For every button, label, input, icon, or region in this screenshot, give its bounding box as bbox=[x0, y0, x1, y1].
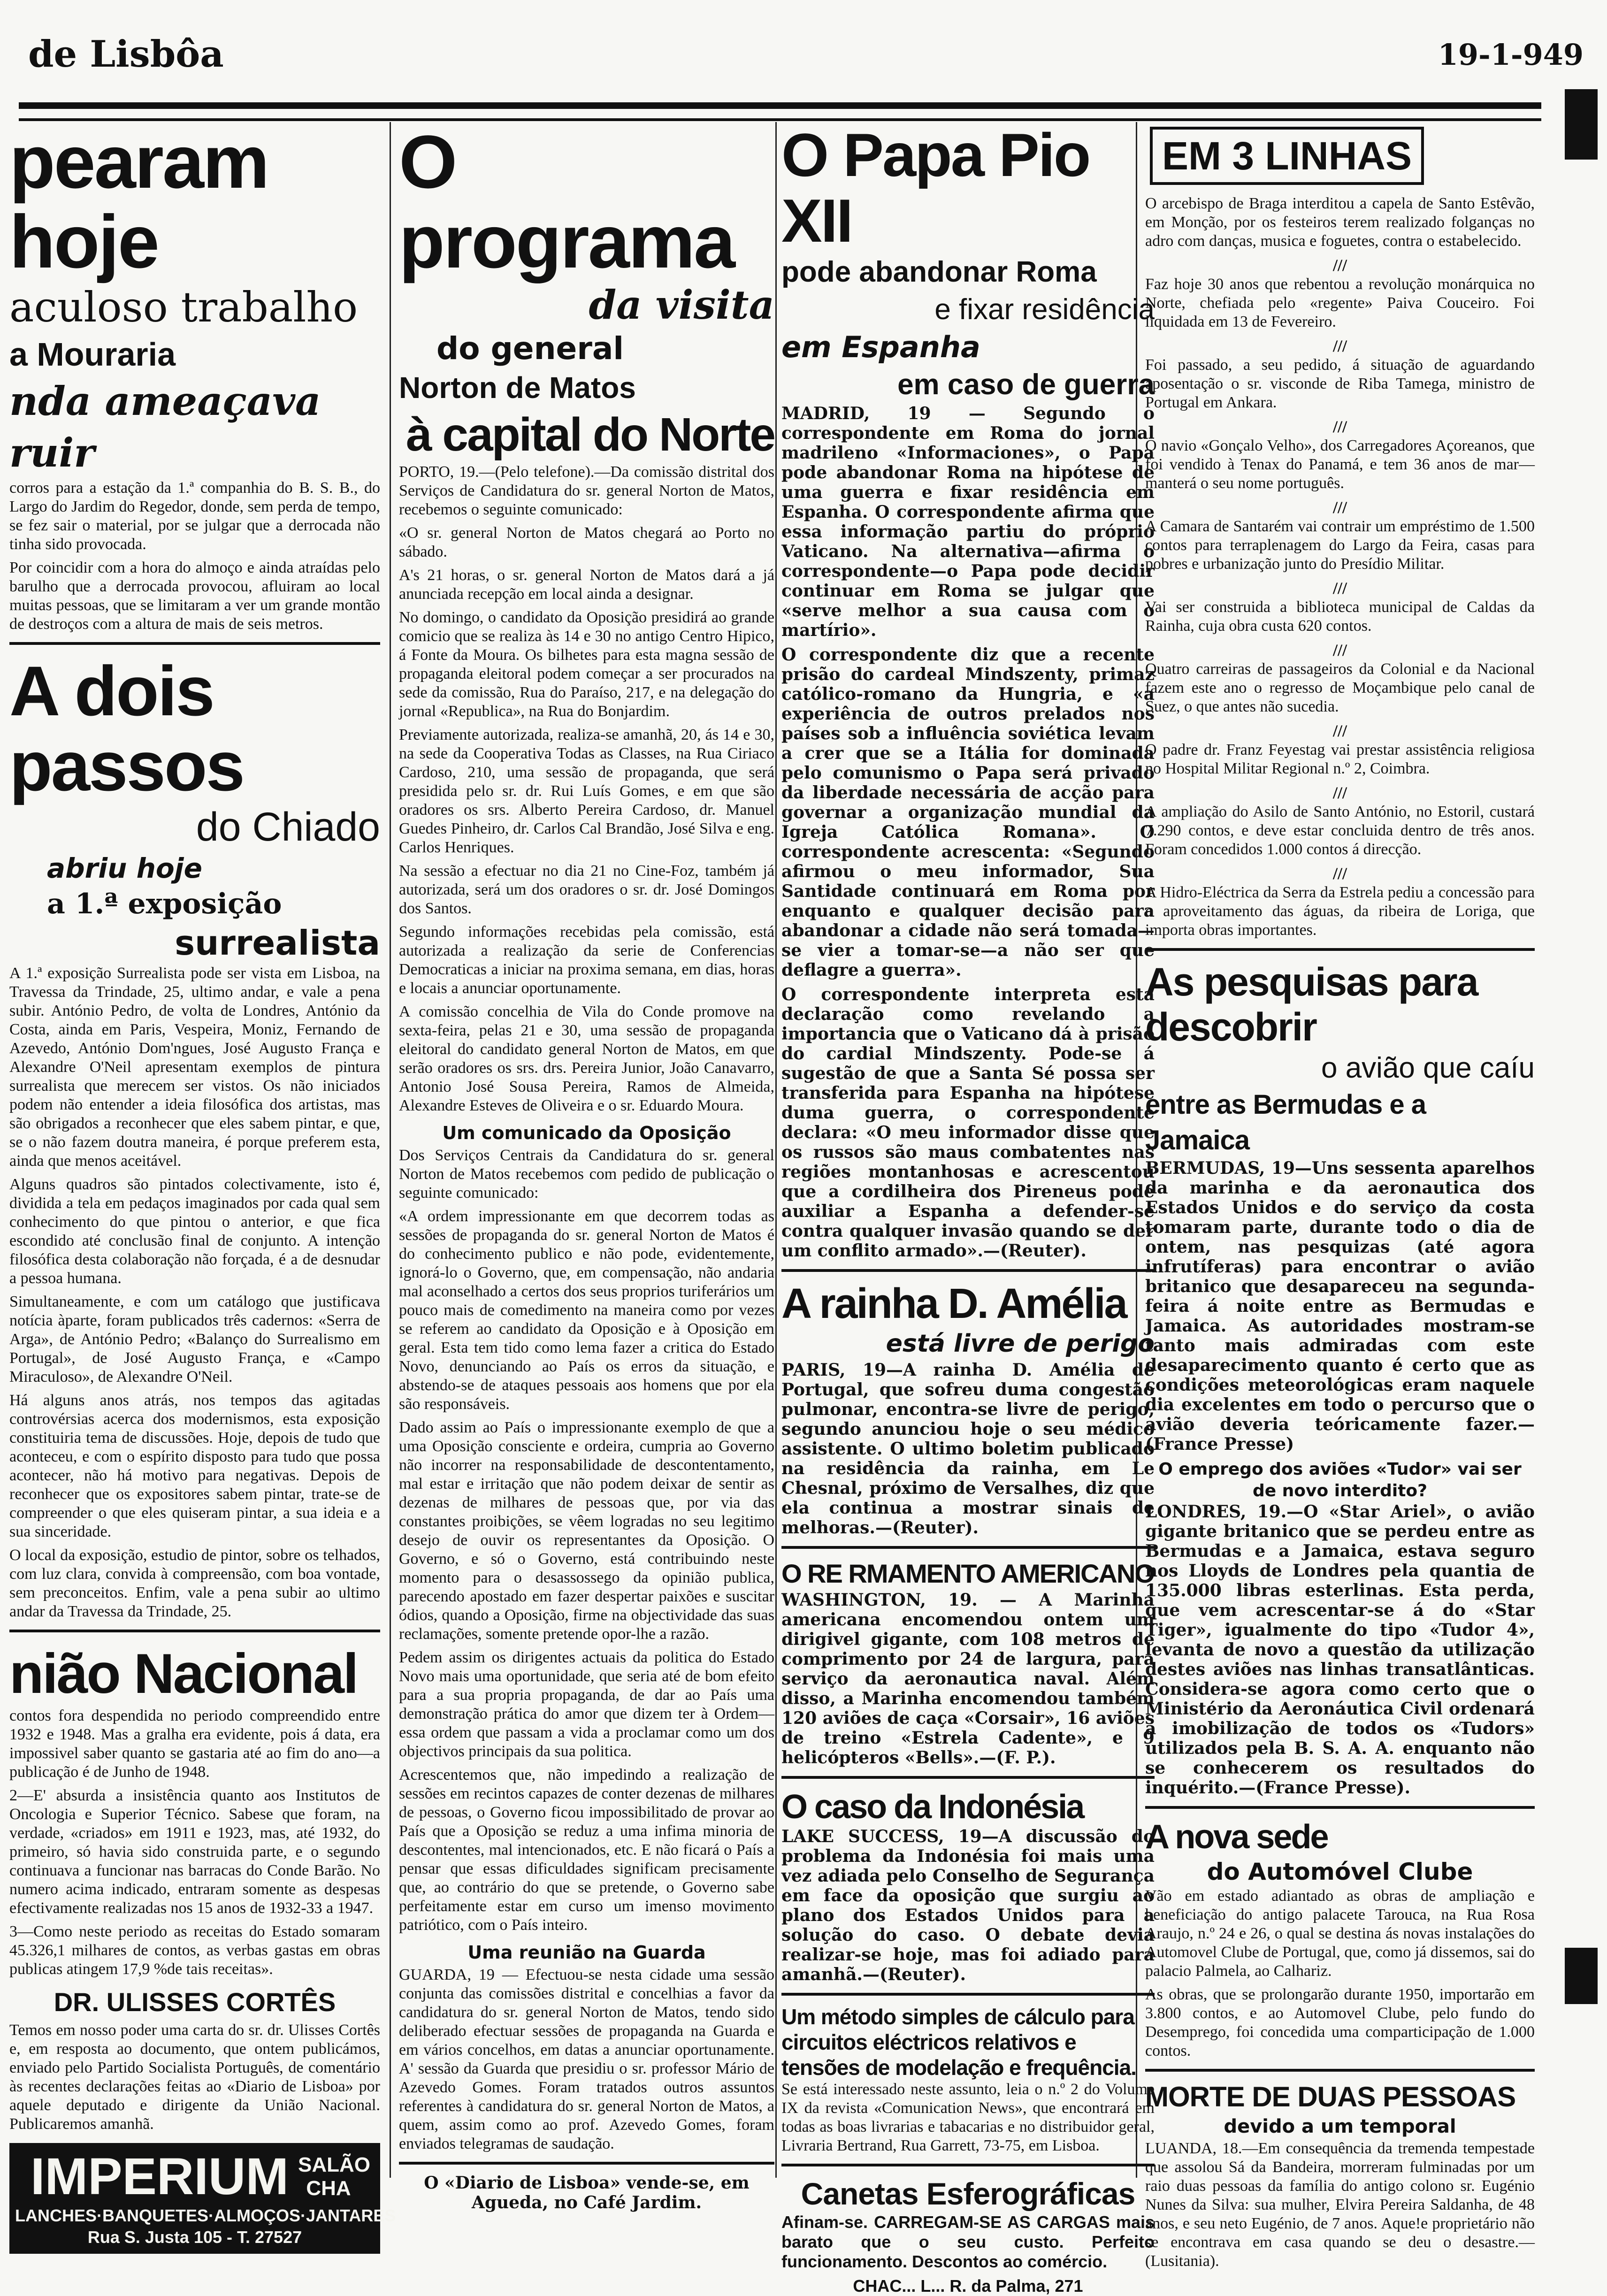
headline: A nova sede bbox=[1145, 1818, 1328, 1856]
brief-item: O padre dr. Franz Feyestag vai prestar assistência religiosa no Hospital Militar Regional n.º 2, Coimbra. bbox=[1145, 741, 1535, 777]
brief-item: O arcebispo de Braga interditou a capela de Santo Estêvão, em Monção, por os festeiros terem realizado folganças no adro com danças, musica e foguetes, contra o estabelecido. bbox=[1145, 195, 1535, 250]
brief-item: A Hidro-Eléctrica da Serra da Estrela pediu a concessão para o aproveitamento das águas, da ribeira de Loriga, que importa obras importantes. bbox=[1145, 884, 1535, 939]
brief-item: Faz hoje 30 anos que rebentou a revolução monárquica no Norte, chefiada pelo «regente» Paiva Couceiro. Foi liquidada em 13 de Fevereiro. bbox=[1145, 276, 1535, 330]
article-body: O correspondente diz que a recente prisão do cardeal Mindszenty, primaz católico-romano da Hungria, e «a experiência de outros prelados nos países sob a influência soviética levam a crer que se a Itália for dominada pelo comunismo o Papa será privado da liberdade necessária de acção para governar a organização mundial da Igreja Católica Romana». O correspondente acrescenta: «Segundo afirmou o meu informador, Sua Santidade continuará em Roma por enquanto e qualquer decisão para abandonar a cidade não será tomada—se vier a tomar-se—a não ser que deflagre a guerra». bbox=[781, 645, 1155, 980]
article-body: Na sessão a efectuar no dia 21 no Cine-Foz, também já autorizada, será um dos oradores o sr. dr. José Domingos dos Santos. bbox=[399, 862, 774, 917]
headline: A dois passos bbox=[9, 651, 244, 805]
headline-line-2: do Automóvel Clube bbox=[1207, 1858, 1473, 1885]
column-2 bbox=[399, 120, 774, 2212]
article-body: Simultaneamente, e com um catálogo que justificava notícia àparte, foram publicados três cadernos: «Serra de Arga», de António Pedro; «Balanço do Surrealismo em Portugal», de José Augusto França, e «Campo Miraculoso», de Alexandre O'Neil. bbox=[9, 1293, 380, 1385]
headline: pearam hoje bbox=[9, 120, 268, 283]
article-papa bbox=[781, 122, 1155, 1261]
brief-item: Quatro carreiras de passageiros da Colonial e da Nacional fazem este ano o regresso de Moçambique pelo canal de Suez, o que antes não sucedia. bbox=[1145, 660, 1535, 715]
article-body: Pedem assim os dirigentes actuais da politica do Estado Novo mais uma oportunidade, que seria até de bom efeito para a sua propria propaganda, de dar ao País uma demonstração prática do amor que dizem ter à Ordem—essa ordem que passam a vida a proclamar como um dos objectivos principais da sua politica. bbox=[399, 1649, 774, 1760]
brief-separator: /// bbox=[1332, 498, 1347, 517]
headline: DR. ULISSES CORTÊS bbox=[54, 1987, 336, 2017]
brief-item: A ampliação do Asilo de Santo António, no Estoril, custará 7.290 contos, e deve estar concluida dentro de três anos. Foram concedidos 1.000 contos á direcção. bbox=[1145, 803, 1535, 858]
article-body: A's 21 horas, o sr. general Norton de Matos dará a já anunciada recepção em local ainda a designar. bbox=[399, 566, 774, 603]
ad-services: LANCHES·BANQUETES·ALMOÇOS·JANTARES bbox=[15, 2206, 396, 2225]
article-body: A comissão concelhia de Vila do Conde promove na sexta-feira, pelas 21 e 30, uma sessão de propaganda eleitoral do candidato general Norton de Matos, em que serão oradores os srs. drs. Pereira Junior, João Canavarro, Antonio José Sousa Pereira, Ramos de Almeida, Alexandre Esteves de Oliveira e o sr. Eduardo Moura. bbox=[399, 1003, 774, 1114]
headline-line-2: da visita bbox=[589, 282, 774, 328]
headline: O RE RMAMENTO AMERICANO bbox=[781, 1559, 1154, 1588]
column-divider bbox=[775, 122, 777, 2178]
masthead-rule bbox=[19, 102, 1541, 121]
brief-separator: /// bbox=[1332, 256, 1347, 275]
article-indonesia bbox=[781, 1787, 1155, 1984]
brief-item: Foi passado, a seu pedido, á situação de aguardando aposentação o sr. visconde de Riba Tamega, ministro de Portugal em Ankara. bbox=[1145, 356, 1535, 411]
article-rearmamento bbox=[781, 1557, 1155, 1768]
section-rule bbox=[781, 1546, 1155, 1549]
article-morte bbox=[1145, 2080, 1535, 2271]
article-body: Dos Serviços Centrais da Candidatura do sr. general Norton de Matos recebemos com pedido de publicação o seguinte comunicado: bbox=[399, 1147, 774, 1202]
article-body: BERMUDAS, 19—Uns sessenta aparelhos da marinha e da aeronautica dos Estados Unidos e do serviço da costa tomaram parte, durante todo o dia de ontem, nas pesquizas (até agora infrutíferas) para encontrar o avião britanico que desapareceu na segunda-feira á noite entre as Bermudas e Jamaica. As autoridades mostram-se tanto mais admiradas com este desaparecimento quanto é certo que as condições meteorológicas eram naquele dia excelentes em todo o percurso que o avião deveria teóricamente fazer.—(France Presse) bbox=[1145, 1158, 1535, 1454]
headline: O caso da Indonésia bbox=[781, 1788, 1084, 1826]
brief-separator: /// bbox=[1332, 721, 1347, 740]
article-mouraria bbox=[9, 122, 380, 634]
article-body: A 1.ª exposição Surrealista pode ser vista em Lisboa, na Travessa da Trindade, 25, ultimo andar, e vale a pena subir. António Pedro, de volta de Londres, António da Costa, ainda em Paris, Vespeira, Moniz, Fernando de Azevedo, António Dom'ngues, José Augusto França e Alexandre O'Neil apresentam exemplos de pintura surrealista que merecem ser vistos. Os não iniciados podem não entender a ideia filosófica dos artistas, mas são obrigados a reconhecer que eles sabem pintar, e que, se o não fazem doutra maneira, é porque preferem esta, ainda que menos aceitável. bbox=[9, 964, 380, 1170]
headline-line-2: pode abandonar Roma bbox=[781, 256, 1097, 288]
headline-line-2: do Chiado bbox=[196, 804, 380, 850]
sales-notice: O «Diario de Lisboa» vende-se, em Agueda, no Café Jardim. bbox=[424, 2173, 750, 2212]
section-rule bbox=[1145, 1806, 1535, 1809]
ad-brand: IMPERIUM bbox=[31, 2148, 289, 2205]
section-rule bbox=[1145, 2069, 1535, 2072]
section-rule bbox=[781, 1269, 1155, 1272]
headline: MORTE DE DUAS PESSOAS bbox=[1145, 2081, 1516, 2112]
article-body: Temos em nosso poder uma carta do sr. dr. Ulisses Cortês e, em resposta ao documento, que ontem publicámos, enviado pelo Partido Socialista Português, de comentário às recentes declarações feitas ao «Diario de Lisboa» por aquele deputado e dirigente da União Nacional. Publicaremos amanhã. bbox=[9, 2021, 380, 2133]
brief-separator: /// bbox=[1332, 579, 1347, 597]
column-3 bbox=[781, 121, 1155, 2296]
headline-line-3: e fixar residência bbox=[934, 293, 1155, 326]
brief-separator: /// bbox=[1332, 417, 1347, 436]
imperium-advertisement bbox=[9, 2143, 396, 2254]
subheading: O emprego dos aviões «Tudor» vai ser de novo interdito? bbox=[1158, 1460, 1522, 1500]
section-rule bbox=[9, 1630, 380, 1632]
headline: A rainha D. Amélia bbox=[781, 1280, 1126, 1327]
article-body: 2—E' absurda a insistência quanto aos Institutos de Oncologia e Superior Técnico. Sabese que foram, na verdade, «criados» em 1911 e 1923, mas, até 1932, do primeiro, só havia sido construida parte, e o segundo continuava a funcionar nas barracas do Conde Barão. No numero acima indicado, entraram somente as despesas efectivamente realizadas nos 15 anos de 1932-33 a 1947. bbox=[9, 1787, 380, 1917]
article-body: LONDRES, 19.—O «Star Ariel», o avião gigante britanico que se perdeu entre as Bermudas e a Jamaica, estava seguro nos Lloyds de Londres pela quantia de 135.000 libras esterlinas. Esta perda, que vem acrescentar-se á do «Star Tiger», igualmente do tipo «Tudor 4», levanta de novo a questão da utilização destes aviões nas linhas transatlânticas. Considera-se agora como certo que o Ministério da Aeronáutica Civil ordenará a imobilização de todos os «Tudors» utilizados pela B. S. A. A. enquanto não se conhecerem os resultados do inquérito.—(France Presse). bbox=[1145, 1502, 1535, 1798]
headline-line-2: o avião que caíu bbox=[1321, 1052, 1535, 1084]
headline: As pesquisas para descobrir bbox=[1145, 960, 1478, 1049]
brief-item: O navio «Gonçalo Velho», dos Carregadores Açoreanos, que foi vendido à Tenax do Panamá, e tem 36 anos de mar—manterá o seu nome português. bbox=[1145, 437, 1535, 492]
article-body: Segundo informações recebidas pela comissão, está autorizada a realização da serie de Conferencias Democraticas a iniciar na proxima semana, em dias, horas e locais a anunciar oportunamente. bbox=[399, 923, 774, 997]
newspaper-title: de Lisbôa bbox=[28, 33, 224, 76]
subheading: Uma reunião na Guarda bbox=[467, 1942, 706, 1963]
brief-separator: /// bbox=[1332, 864, 1347, 883]
article-body: PORTO, 19.—(Pelo telefone).—Da comissão distrital dos Serviços de Candidatura do sr. general Norton de Matos, recebemos o seguinte comunicado: bbox=[399, 463, 774, 518]
section-rule bbox=[781, 1993, 1155, 1996]
article-uniao-nacional bbox=[9, 1641, 380, 1979]
brief-separator: /// bbox=[1332, 337, 1347, 355]
headline-line-5: surrealista bbox=[175, 923, 380, 963]
article-body: LAKE SUCCESS, 19—A discussão do problema da Indonésia foi mais uma vez adiada pelo Conselho de Segurança em face da oposição que surgiu ao plano dos Estados Unidos para a solução do caso. O debate devia realizar-se hoje, mas foi adiado para amanhã.—(Reuter). bbox=[781, 1827, 1155, 1984]
issue-date: 19-1-949 bbox=[1438, 38, 1584, 72]
brief-item: Vai ser construida a biblioteca municipal de Caldas da Rainha, cuja obra custa 620 contos. bbox=[1145, 598, 1535, 635]
section-rule bbox=[781, 1776, 1155, 1779]
advert-metodo bbox=[781, 2004, 1155, 2155]
headline-line-4: a 1.ª exposição bbox=[47, 888, 282, 920]
article-body: Acrescentemos que, não impedindo a realização de sessões em recintos capazes de conter dezenas de milhares de pessoas, o Governo ficou impossibilitado de provar ao País que a Oposição se reduz a uma infima minoria de descontentes, mal intencionados, etc. E não ficará o País a pensar que essas dificuldades significam precisamente que, ao contrário do que se pretende, o Governo sabe perfeitamente estar em curso um imenso movimento patriótico, com o País inteiro. bbox=[399, 1766, 774, 1934]
advert-address: CHAC... L... R. da Palma, 271 bbox=[853, 2276, 1083, 2296]
edge-bar bbox=[1565, 89, 1598, 160]
headline-line-2: devido a um temporal bbox=[1224, 2116, 1456, 2137]
brief-separator: /// bbox=[1332, 783, 1347, 802]
headline: Um método simples de cálculo para circuitos eléctricos relativos e tensões de modelação e frequência. bbox=[781, 2005, 1136, 2080]
subheading: Um comunicado da Oposição bbox=[442, 1123, 731, 1143]
article-body: MADRID, 19 — Segundo o correspondente em Roma do jornal madrileno «Informaciones», o Papa pode abandonar Roma na hipótese de uma guerra e fixar residência em Espanha. O correspondente afirma que essa informação partiu do próprio Vaticano. Na alternativa—afirma o correspondente—o Papa pode decidir continuar em Roma se julgar que «serve melhor a sua causa com o martírio». bbox=[781, 404, 1155, 640]
article-body: No domingo, o candidato da Oposição presidirá ao grande comicio que se realiza às 14 e 30 no antigo Centro Hipico, á Fonte da Moura. Os bilhetes para esta magna sessão de propaganda eleitoral podem começar a ser procurados na sede da comissão, Rua do Paraíso, 217, e na delegação do jornal «Republica», na Rua do Bonjardim. bbox=[399, 609, 774, 720]
article-body: LUANDA, 18.—Em consequência da tremenda tempestade que assolou Sá da Bandeira, morreram fulminadas por um raio duas pessoas da família do antigo colono sr. Eugénio Nunes da Silva: sua mulher, Elvira Pereira Saldanha, de 48 anos, e seu neto Eugénio, de 7 anos. Aque!e proprietário não se encontrava em casa quando se deu o desastre.—(Lusitania). bbox=[1145, 2140, 1535, 2270]
article-body: «A ordem impressionante em que decorrem todas as sessões de propaganda do sr. general Norton de Matos é do conhecimento publico e não pode, evidentemente, ignorá-lo o Governo, que, em compensação, não andaria mal aconselhado a certos dos seus proprios turiferários um pouco mais de comedimento na maneira como por vezes se referem ao candidato da Oposição e à Oposição em geral. Esta tem tido como lema fazer a critica do Estado Novo, denunciando ao País os erros da situação, e abstendo-se de ataques pessoais aos homens que por ela são responsáveis. bbox=[399, 1208, 774, 1413]
article-body: Há alguns anos atrás, nos tempos das agitadas controvérsias acerca dos modernismos, esta exposição constituiria tema de discussões. Hoje, depois de tudo que aconteceu, e com o espírito disposto para tudo que possa acontecer, não há motivo para negativas. Depois de reconhecer que os expositores sabem pintar, trate-se de compreender o que eles quiseram pintar, a sua ideia e a sua sinceridade. bbox=[9, 1392, 380, 1540]
article-body: Alguns quadros são pintados colectivamente, isto é, dividida a tela em pedaços imaginados por cada qual sem conhecimento do que pintou o anterior, e que fica escondido até conclusão final de conjunto. A intenção filosófica desta colaboração não forçada, é a de desnudar a pessoa humana. bbox=[9, 1176, 380, 1287]
em-3-linhas bbox=[1145, 122, 1535, 940]
article-body: PARIS, 19—A rainha D. Amélia de Portugal, que sofreu duma congestão pulmonar, encontra-se livre de perigo, segundo anunciou hoje o seu médico assistente. O ultimo boletim publicado na residência da rainha, em Le Chesnal, próximo de Versalhes, diz que ela continua a mostrar sinais de melhoras.—(Reuter). bbox=[781, 1360, 1155, 1538]
brief-separator: /// bbox=[1332, 641, 1347, 659]
column-divider bbox=[390, 122, 391, 2178]
column-4 bbox=[1145, 122, 1535, 2270]
headline: nião Nacional bbox=[9, 1642, 358, 1705]
article-body: 3—Como neste periodo as receitas do Estado somaram 45.326,1 milhares de contos, as verbas gastas em obras publicas atingem 17,9 %de tais receitas». bbox=[9, 1923, 380, 1978]
section-title: EM 3 LINHAS bbox=[1150, 127, 1424, 185]
section-rule bbox=[399, 2162, 774, 2165]
article-body: «O sr. general Norton de Matos chegará ao Porto no sábado. bbox=[399, 524, 774, 560]
article-body: As obras, que se prolongarão durante 1950, importarão em 3.800 contos, e ao Automovel Clube, pelo fundo do Desemprego, foi concedida uma comparticipação de 1.000 contos. bbox=[1145, 1986, 1535, 2059]
headline-line-4: nda ameaçava ruir bbox=[9, 378, 321, 476]
brief-item: A Camara de Santarém vai contrair um empréstimo de 1.500 contos para terraplenagem do Largo da Feira, casas para pobres e urbanização junto do Presídio Militar. bbox=[1145, 518, 1535, 573]
article-body: contos fora despendida no periodo compreendido entre 1932 e 1948. Mas a gralha era evidente, pois á data, era impossivel saber quanto se gastaria até ao fim do ano—a publicação é de Junho de 1948. bbox=[9, 1707, 380, 1781]
headline-line-5: à capital do Norte bbox=[406, 408, 774, 461]
article-body: Por coincidir com a hora do almoço e ainda atraídas pelo barulho que a derrocada provocou, afluiram ao local muitas pessoas, que se limitaram a ver um grande montão de destroços com a altura de mais de seis metros. bbox=[9, 559, 380, 633]
article-body: O correspondente interpreta esta declaração como revelando a importancia que o Vaticano dá à prisão do cardial Mindszenty. Pode-se á sugestão de que a Santa Sé possa ser transferida para Espanha na hipótese duma guerra, o correspondente declara: «O meu informador disse que os russos são maus combatentes nas regiões montanhosas e acrescentou que a cordilheira dos Pireneus pode auxiliar a Espanha a defender-se contra qualquer invasão quando se der um conflito armado».—(Reuter). bbox=[781, 985, 1155, 1261]
article-chiado bbox=[9, 653, 380, 1621]
edge-bar-lower bbox=[1565, 1948, 1598, 2004]
headline-line-4: Norton de Matos bbox=[399, 371, 636, 405]
article-ulisses-cortes bbox=[9, 1983, 380, 2134]
article-body: corros para a estação da 1.ª companhia do B. S. B., do Largo do Jardim do Regedor, donde, sem perda de tempo, se fez sair o material, por se julgar que a derrocada não tinha sido provocada. bbox=[9, 479, 380, 553]
article-pesquisas bbox=[1145, 959, 1535, 1798]
article-automovel-clube bbox=[1145, 1817, 1535, 2060]
section-rule bbox=[781, 2164, 1155, 2166]
headline: O Papa Pio XII bbox=[781, 121, 1090, 255]
article-body: Previamente autorizada, realiza-se amanhã, 20, ás 14 e 30, na sede da Cooperativa Todas as Classes, na Rua Ciriaco Cardoso, 210, uma sessão de propaganda, que será presidida pelo sr. dr. Rui Luís Gomes, e em que são oradores os srs. Alberto Pereira Cardoso, dr. Manuel Guedes Pinheiro, dr. Carlos Cal Brandão, José Silva e eng. Carlos Henriques. bbox=[399, 726, 774, 856]
advert-body: Afinam-se. CARREGAM-SE AS CARGAS mais barato que o seu custo. Perfeito funcionamento. Descontos ao comércio. bbox=[781, 2212, 1155, 2271]
article-body: WASHINGTON, 19. — A Marinha americana encomendou ontem um dirigivel gigante, com 108 metros de comprimento por 24 de largura, para serviço da aeronautica naval. Além disso, a Marinha encomendou também 120 aviões de caça «Corsair», 16 aviões de treino «Estrela Cadente», e 9 helicópteros «Bells».—(F. P.). bbox=[781, 1590, 1155, 1768]
article-body: O local da exposição, estudio de pintor, sobre os telhados, com luz clara, convida à compreensão, com boa vontade, sem preconceitos. Enfim, vale a pena subir ao ultimo andar da Travessa da Trindade, 25. bbox=[9, 1546, 380, 1620]
advert-canetas bbox=[781, 2175, 1155, 2296]
article-body: GUARDA, 19 — Efectuou-se nesta cidade uma sessão conjunta das comissões distrital e concelhias a favor da candidatura do sr. general Norton de Matos, tendo sido deliberado efectuar sessões de propaganda na Guarda e em vários concelhos, em datas a anunciar oportunamente. A' sessão da Guarda que presidiu o sr. professor Mário de Azevedo Gomes. Foram tratados outros assuntos referentes à candidatura do sr. general Norton de Matos, a quem, assim como ao prof. Azevedo Gomes, foram enviados telegramas de saudação. bbox=[399, 1966, 774, 2152]
headline-line-3: entre as Bermudas e a Jamaica bbox=[1145, 1089, 1426, 1156]
column-1 bbox=[9, 120, 396, 2247]
masthead bbox=[19, 19, 1588, 84]
article-body: Vão em estado adiantado as obras de ampliação e beneficiação do antigo palacete Taroucа, na Rua Rosa Araujo, n.º 24 e 26, o qual se destina ás novas instalações do Automovel Clube de Portugal, que, como já dissemos, sai do palacio Palmela, ao Calhariz. bbox=[1145, 1887, 1535, 1980]
headline-line-3: a Mouraria bbox=[9, 336, 176, 373]
article-rainha-amelia bbox=[781, 1280, 1155, 1538]
article-body: Se está interessado neste assunto, leia o n.º 2 do Volume IX da revista «Comunication News», que encontrará em todas as boas livrarias e tabacarias e no distribuidor geral, Livraria Bertrand, Rua Garrett, 73-75, em Lisboa. bbox=[781, 2081, 1155, 2154]
headline-line-3: abriu hoje bbox=[47, 852, 202, 884]
ad-tag: SALÃO CHA bbox=[298, 2153, 370, 2200]
headline: O programa bbox=[399, 120, 734, 283]
headline-line-2: aculoso trabalho bbox=[9, 283, 358, 331]
headline: Canetas Esferográficas bbox=[801, 2176, 1135, 2211]
headline-line-5: em caso de guerra bbox=[897, 368, 1155, 401]
headline-line-3: do general bbox=[436, 330, 624, 367]
ad-address: Rua S. Justa 105 - T. 27527 bbox=[87, 2227, 302, 2247]
headline-line-4: em Espanha bbox=[781, 330, 980, 364]
section-rule bbox=[9, 642, 380, 645]
headline-line-2: está livre de perigo bbox=[886, 1330, 1155, 1358]
section-rule bbox=[1145, 948, 1535, 951]
article-body: Dado assim ao País o impressionante exemplo de que a uma Oposição consciente e ordeira, cumpria ao Governo não incorrer na responsabilidade de descontentamento, mal estar e irritação que não podem deixar de sentir as dezenas de milhares de pessoas que, por via das constantes proibições, se vêem logradas no seu legitimo desejo de ouvir os representantes da Oposição. O Governo, e só o Governo, está contribuindo neste momento para o desassossego da opinião publica, parecendo apostado em fazer despertar paixões e suscitar ódios, quando a Oposição, firme na objectividade das suas reclamações, somente pretende opor-lhe a razão. bbox=[399, 1419, 774, 1643]
